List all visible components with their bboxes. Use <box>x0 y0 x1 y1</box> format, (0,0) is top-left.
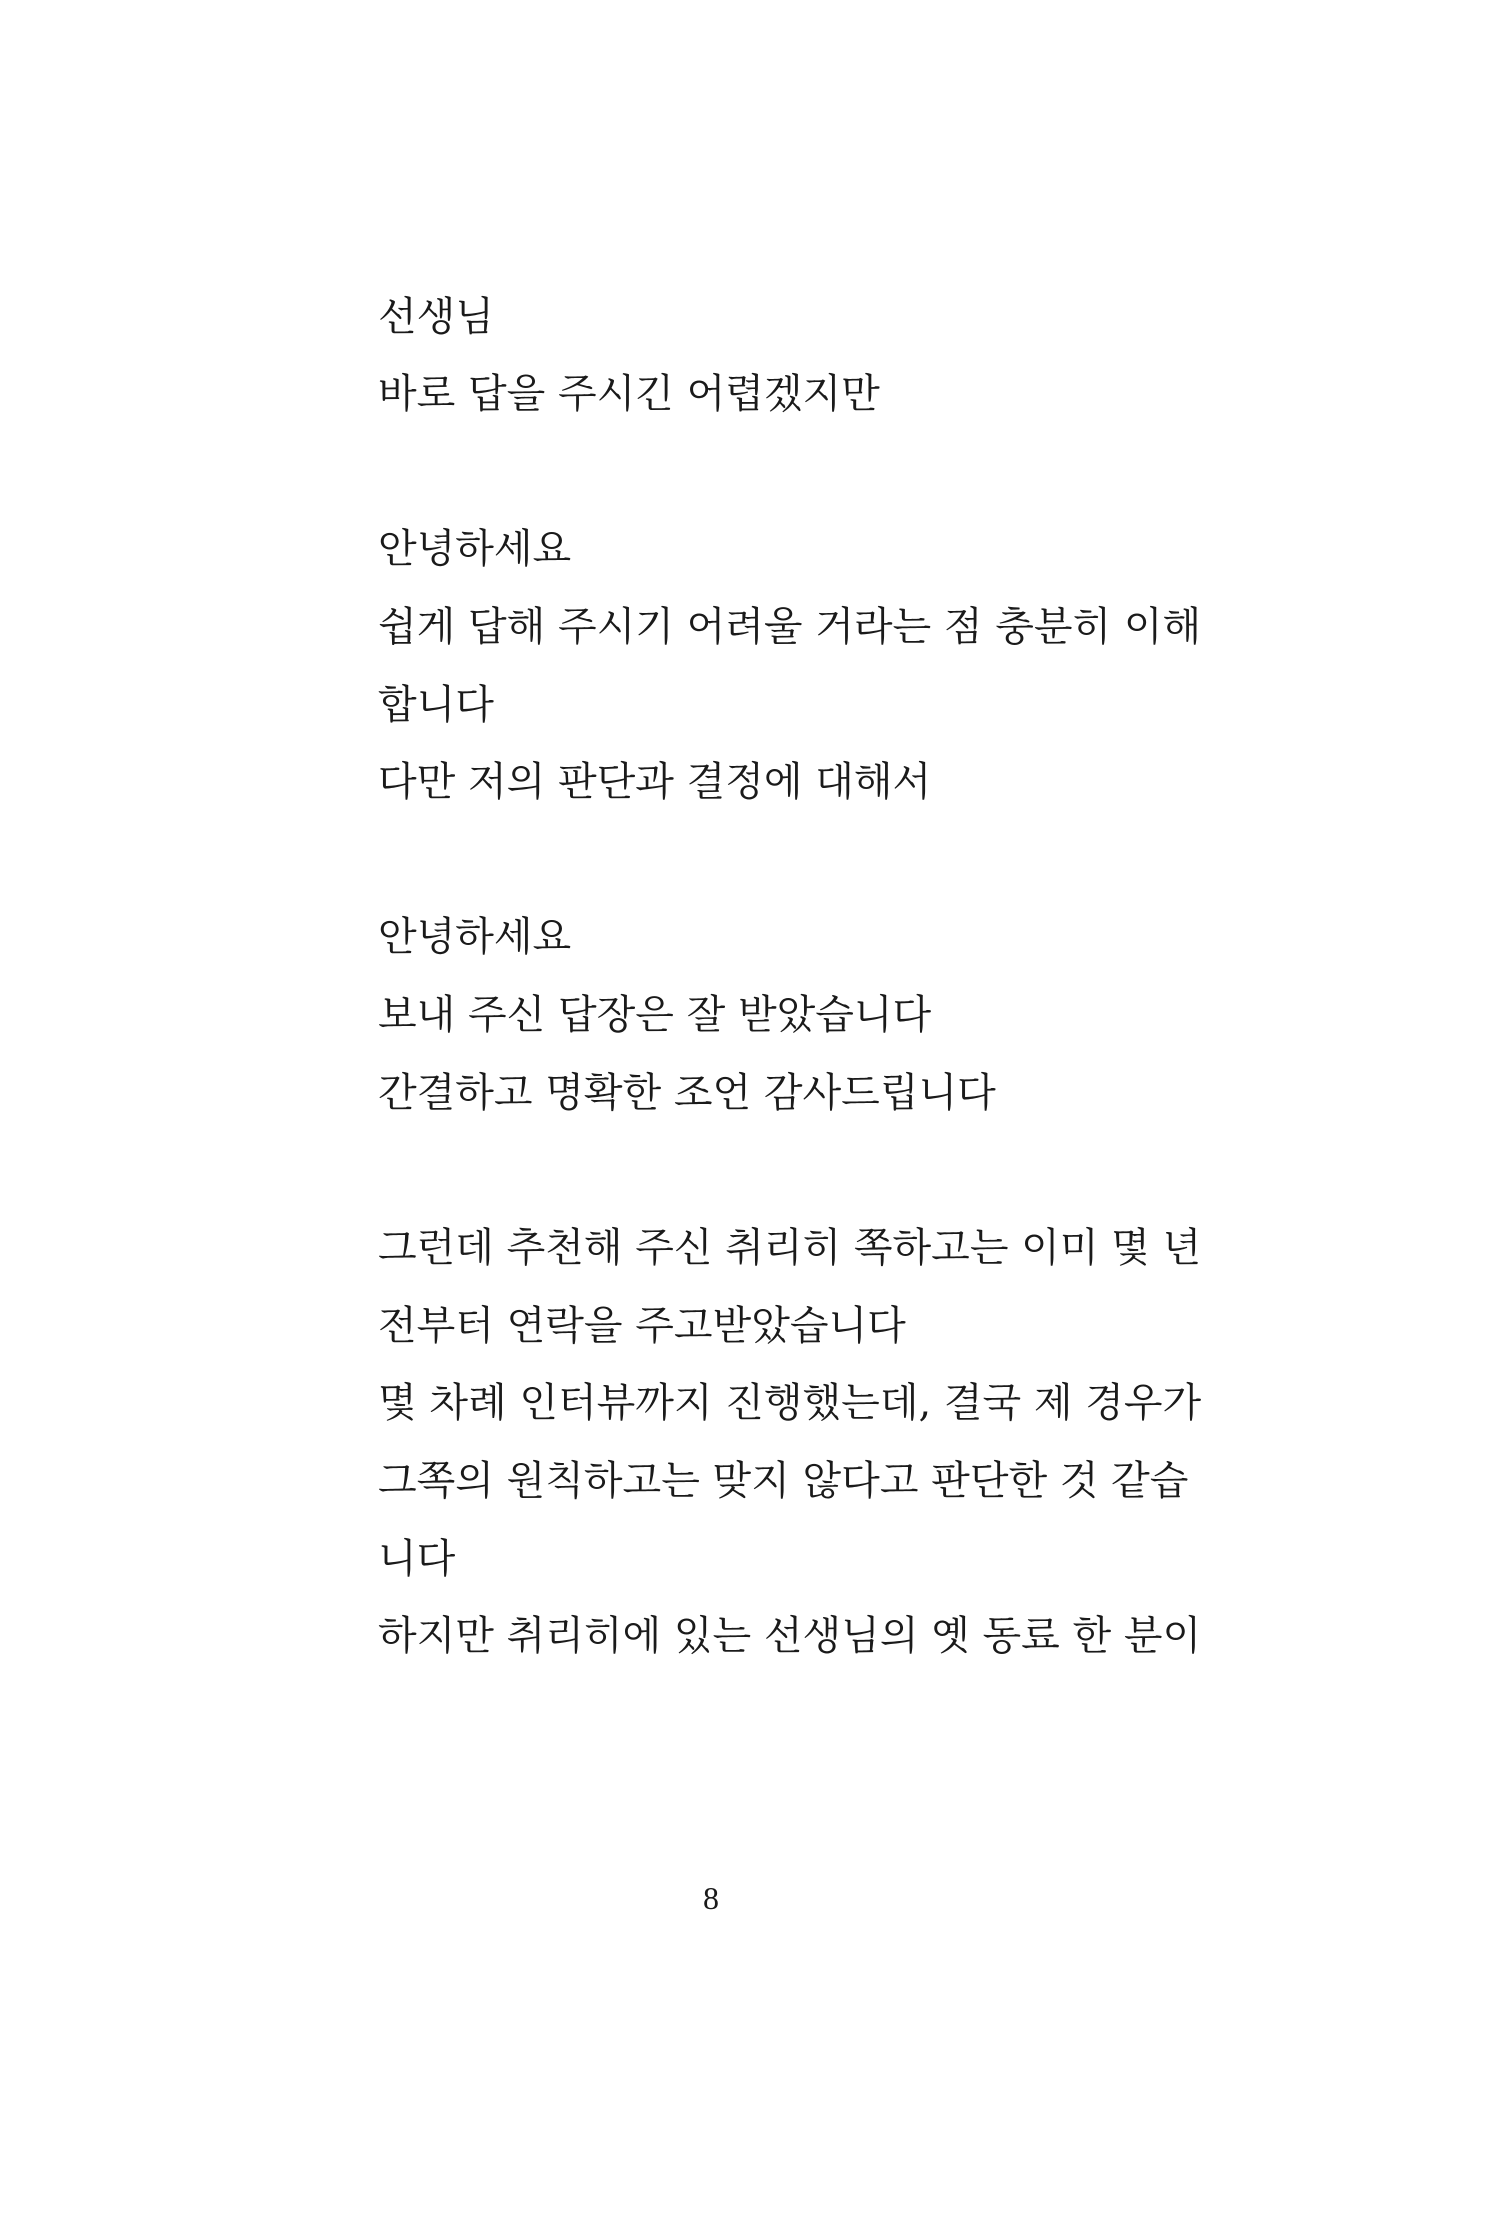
paragraph-2-line-1: 안녕하세요 <box>378 526 572 572</box>
paragraph-4-line-1: 그런데 추천해 주신 취리히 쪽하고는 이미 몇 년 <box>378 1225 1202 1271</box>
paragraph-4-line-4: 그쪽의 원칙하고는 맞지 않다고 판단한 것 같습 <box>378 1458 1189 1504</box>
page-number: 8 <box>703 1880 719 1916</box>
paragraph-2-line-4: 다만 저의 판단과 결정에 대해서 <box>378 759 932 805</box>
paragraph-1-line-1: 선생님 <box>378 294 494 340</box>
paragraph-3-line-2: 보내 주신 답장은 잘 받았습니다 <box>378 992 932 1038</box>
paragraph-3-line-1: 안녕하세요 <box>378 914 572 960</box>
paragraph-4-line-6: 하지만 취리히에 있는 선생님의 옛 동료 한 분이 <box>378 1613 1202 1659</box>
paragraph-3-line-3: 간결하고 명확한 조언 감사드립니다 <box>378 1070 996 1116</box>
paragraph-4-line-3: 몇 차례 인터뷰까지 진행했는데, 결국 제 경우가 <box>378 1380 1202 1426</box>
paragraph-4-line-2: 전부터 연락을 주고받았습니다 <box>378 1303 906 1349</box>
paragraph-2-line-3: 합니다 <box>378 682 494 728</box>
paragraph-4-line-5: 니다 <box>378 1536 456 1582</box>
paragraph-1-line-2: 바로 답을 주시긴 어렵겠지만 <box>378 371 880 417</box>
paragraph-2-line-2: 쉽게 답해 주시기 어려울 거라는 점 충분히 이해 <box>378 604 1202 650</box>
